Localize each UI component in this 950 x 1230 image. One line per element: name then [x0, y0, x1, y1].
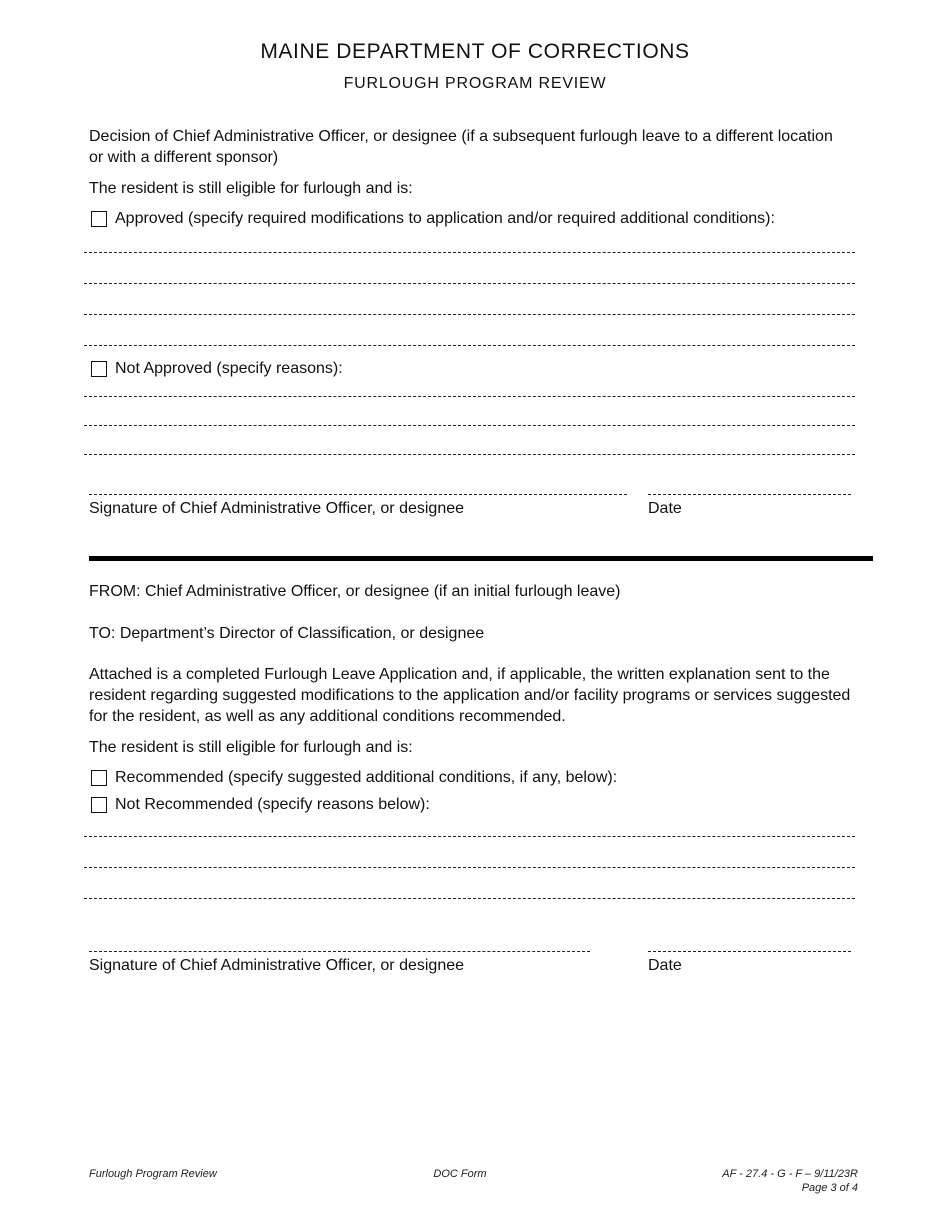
- reasons-line-3[interactable]: [84, 898, 855, 899]
- recommended-checkbox[interactable]: [91, 770, 107, 786]
- reasons-line-1[interactable]: [84, 836, 855, 837]
- not-recommended-option[interactable]: [91, 794, 430, 815]
- to-text: TO: Department’s Director of Classification, or designee: [89, 625, 485, 642]
- approved-checkbox[interactable]: [91, 211, 107, 227]
- approved-line-2[interactable]: [84, 283, 855, 284]
- date-line-2[interactable]: [648, 951, 851, 952]
- from-text: FROM: Chief Administrative Officer, or designee (if an initial furlough leave): [89, 583, 621, 600]
- footer-form-code: AF - 27.4 - G - F – 9/11/23R: [722, 1168, 858, 1180]
- approved-line-3[interactable]: [84, 314, 855, 315]
- not-approved-line-3[interactable]: [84, 454, 855, 455]
- signature-label-1: Signature of Chief Administrative Officer, or designee: [89, 500, 465, 517]
- not-approved-checkbox[interactable]: [91, 361, 107, 377]
- approved-label: Approved (specify required modifications to application and/or required additional conditions):: [115, 210, 775, 227]
- not-recommended-label: Not Recommended (specify reasons below):: [115, 796, 430, 813]
- reasons-line-2[interactable]: [84, 867, 855, 868]
- signature-line-1[interactable]: [89, 494, 627, 495]
- not-approved-line-2[interactable]: [84, 425, 855, 426]
- eligible-text-1: The resident is still eligible for furlough and is:: [89, 180, 413, 197]
- signature-line-2[interactable]: [89, 951, 590, 952]
- not-approved-line-1[interactable]: [84, 396, 855, 397]
- date-label-2: Date: [648, 957, 682, 974]
- eligible-text-2: The resident is still eligible for furlough and is:: [89, 739, 413, 756]
- attached-text: Attached is a completed Furlough Leave Application and, if applicable, the written explanation sent to the resident regarding suggested modifications to the application and/or facility programs or services suggested for the resident, as well as any additional conditions recommended.: [89, 666, 851, 725]
- footer-doc-form: DOC Form: [433, 1168, 487, 1180]
- approved-line-1[interactable]: [84, 252, 855, 253]
- not-recommended-checkbox[interactable]: [91, 797, 107, 813]
- recommended-option[interactable]: [91, 767, 617, 788]
- approved-line-4[interactable]: [84, 345, 855, 346]
- footer-page-number: Page 3 of 4: [801, 1182, 858, 1194]
- page-title: MAINE DEPARTMENT OF CORRECTIONS: [260, 40, 690, 63]
- date-label-1: Date: [648, 500, 682, 517]
- date-line-1[interactable]: [648, 494, 851, 495]
- form-subtitle: FURLOUGH PROGRAM REVIEW: [343, 75, 607, 92]
- footer-form-name: Furlough Program Review: [89, 1168, 217, 1180]
- decision-text: Decision of Chief Administrative Officer, or designee (if a subsequent furlough leave to a different location or with a different sponsor): [89, 128, 833, 166]
- section-divider: [89, 556, 873, 561]
- signature-label-2: Signature of Chief Administrative Officer, or designee: [89, 957, 465, 974]
- recommended-label: Recommended (specify suggested additional conditions, if any, below):: [115, 769, 618, 786]
- not-approved-label: Not Approved (specify reasons):: [115, 360, 343, 377]
- not-approved-option[interactable]: [91, 358, 343, 379]
- approved-option[interactable]: [91, 208, 775, 229]
